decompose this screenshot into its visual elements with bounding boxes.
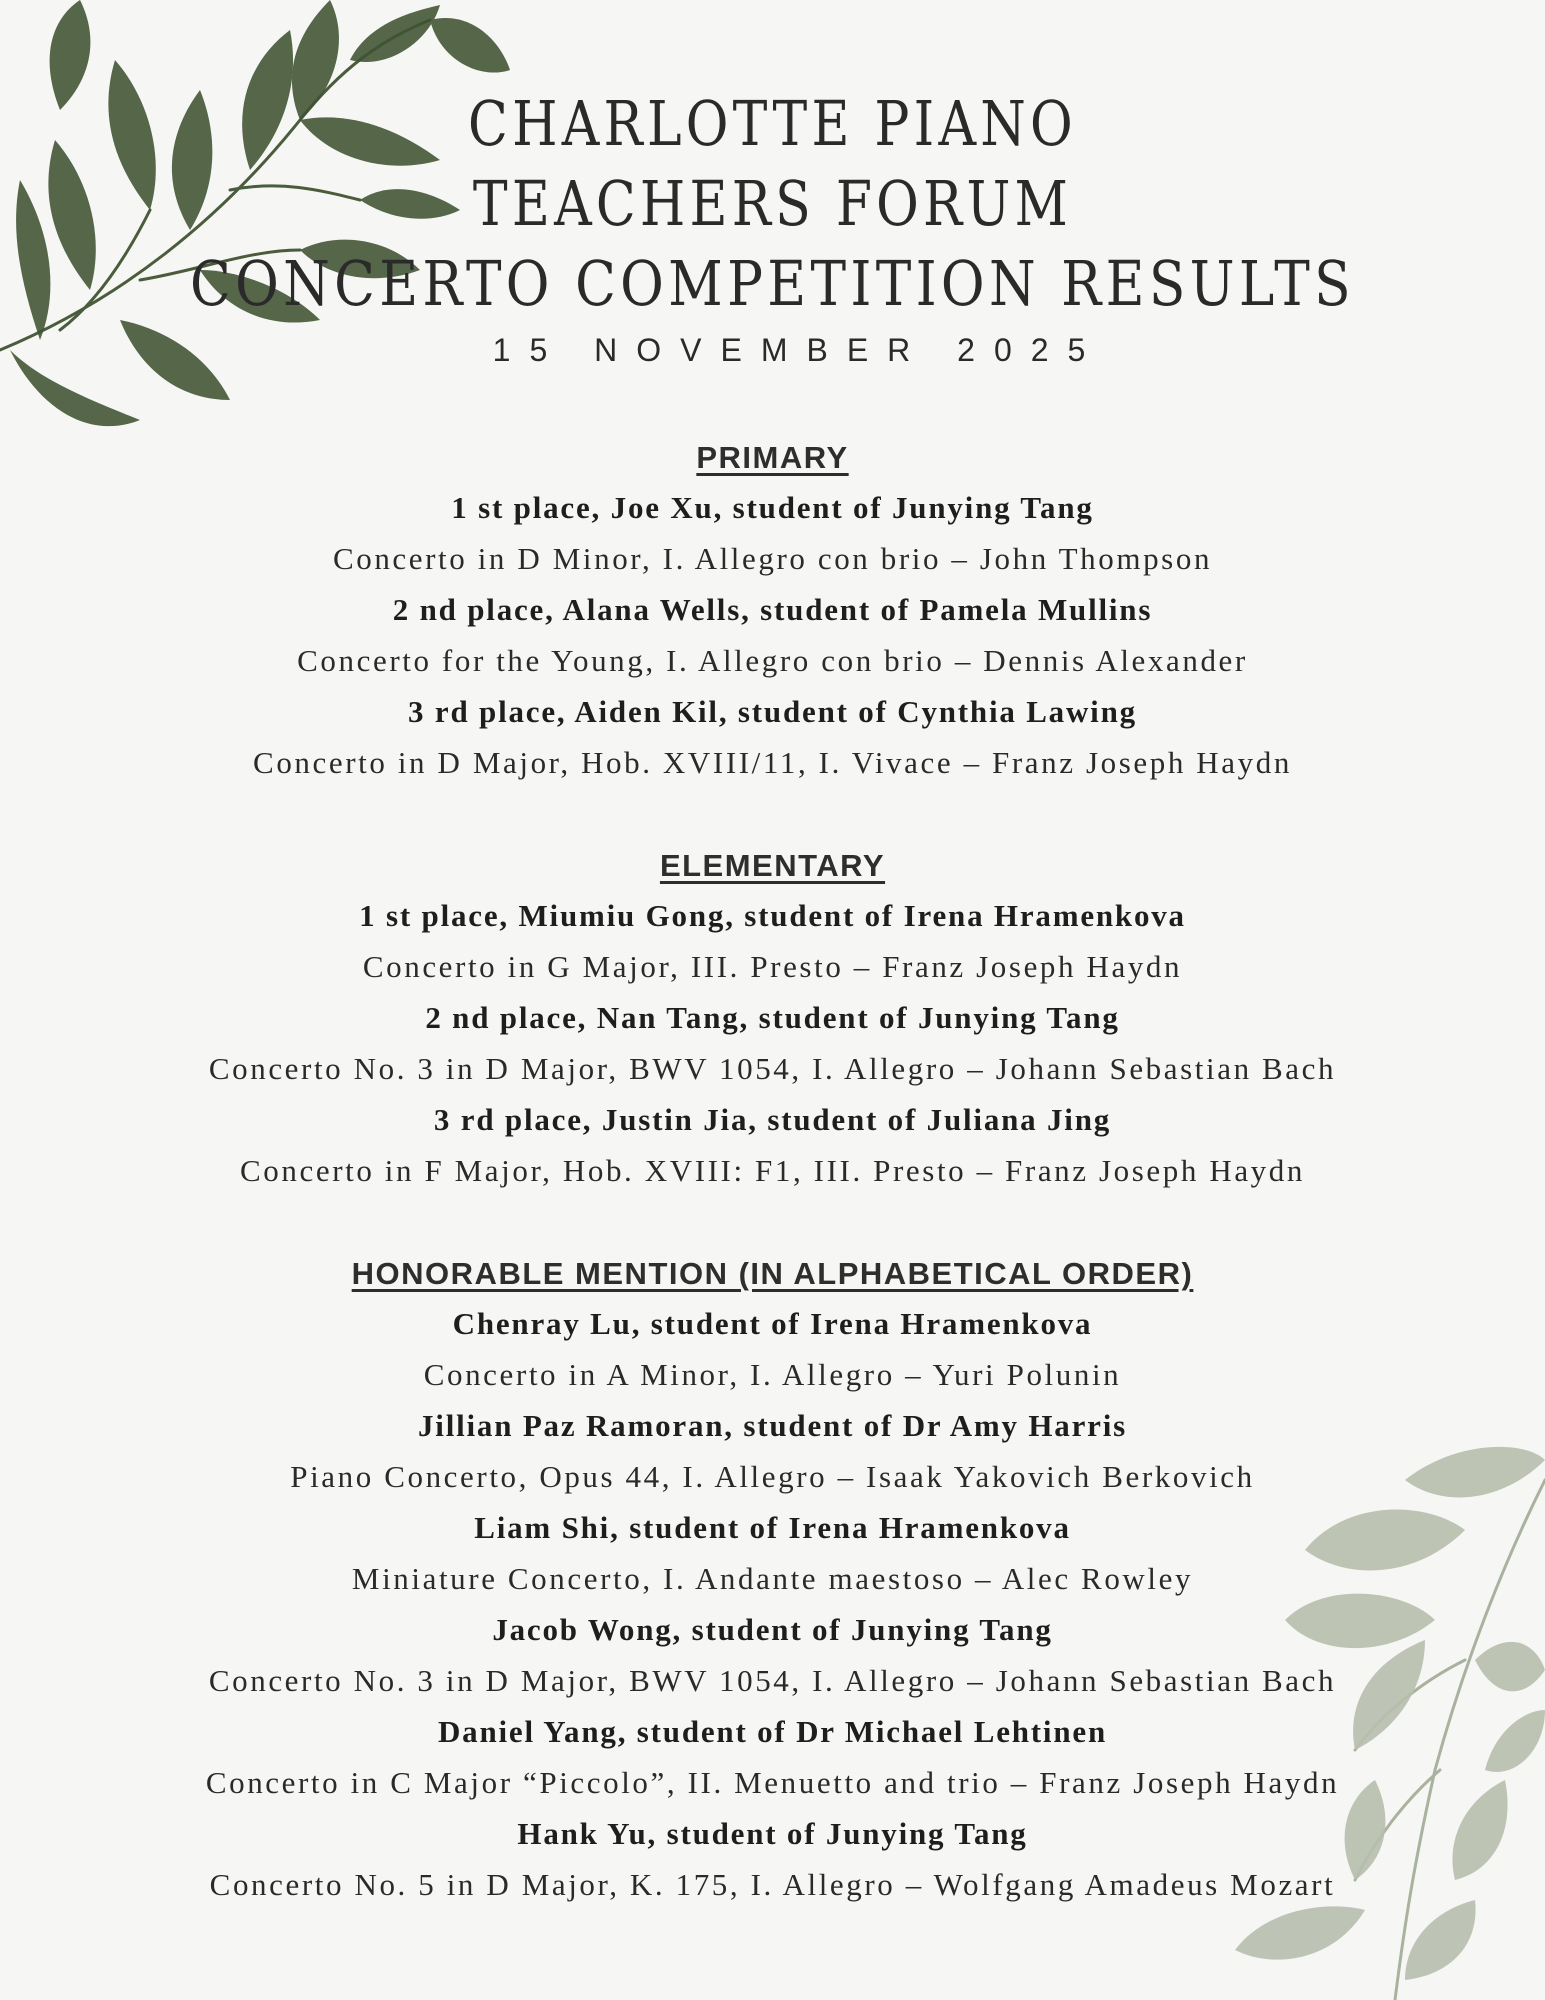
- title-line-1: CHARLOTTE PIANO: [468, 87, 1077, 160]
- winner-line: Chenray Lu, student of Irena Hramenkova: [452, 1306, 1093, 1341]
- winner-line: 2 nd place, Nan Tang, student of Junying Tang: [425, 1000, 1120, 1035]
- piece-line: Concerto No. 5 in D Major, K. 175, I. Allegro – Wolfgang Amadeus Mozart: [209, 1867, 1336, 1902]
- winner-line: Liam Shi, student of Irena Hramenkova: [474, 1510, 1071, 1545]
- piece-line: Concerto in A Minor, I. Allegro – Yuri Polunin: [423, 1357, 1122, 1392]
- piece-line: Concerto No. 3 in D Major, BWV 1054, I. Allegro – Johann Sebastian Bach: [208, 1051, 1337, 1086]
- section-heading-honorable-mention: HONORABLE MENTION (IN ALPHABETICAL ORDER): [351, 1256, 1194, 1291]
- winner-line: Hank Yu, student of Junying Tang: [517, 1816, 1028, 1851]
- title-line-2: TEACHERS FORUM: [472, 167, 1073, 240]
- piece-line: Concerto in G Major, III. Presto – Franz Joseph Haydn: [362, 949, 1183, 984]
- piece-line: Concerto for the Young, I. Allegro con brio – Dennis Alexander: [297, 643, 1248, 678]
- title-line-3: CONCERTO COMPETITION RESULTS: [190, 247, 1355, 320]
- event-date: 15 NOVEMBER 2025: [492, 332, 1105, 368]
- section-heading-primary: PRIMARY: [696, 440, 849, 475]
- winner-line: 1 st place, Joe Xu, student of Junying Tang: [451, 490, 1094, 525]
- winner-line: Daniel Yang, student of Dr Michael Lehtinen: [437, 1714, 1107, 1749]
- piece-line: Concerto in C Major “Piccolo”, II. Menuetto and trio – Franz Joseph Haydn: [205, 1765, 1340, 1800]
- piece-line: Concerto in D Minor, I. Allegro con brio – John Thompson: [332, 541, 1213, 576]
- section-elementary: [0, 846, 1545, 1196]
- winner-line: 1 st place, Miumiu Gong, student of Irena Hramenkova: [359, 898, 1186, 933]
- piece-line: Concerto No. 3 in D Major, BWV 1054, I. Allegro – Johann Sebastian Bach: [208, 1663, 1337, 1698]
- winner-line: Jacob Wong, student of Junying Tang: [492, 1612, 1053, 1647]
- winner-line: 3 rd place, Aiden Kil, student of Cynthia Lawing: [408, 694, 1137, 729]
- section-honorable-mention: [0, 1254, 1545, 1910]
- winner-line: 3 rd place, Justin Jia, student of Juliana Jing: [433, 1102, 1112, 1137]
- piece-line: Miniature Concerto, I. Andante maestoso – Alec Rowley: [351, 1561, 1194, 1596]
- winner-line: Jillian Paz Ramoran, student of Dr Amy Harris: [417, 1408, 1127, 1443]
- section-heading-elementary: ELEMENTARY: [659, 848, 886, 883]
- page-title: [0, 84, 1545, 324]
- winner-line: 2 nd place, Alana Wells, student of Pamela Mullins: [392, 592, 1153, 627]
- piece-line: Piano Concerto, Opus 44, I. Allegro – Isaak Yakovich Berkovich: [290, 1459, 1255, 1494]
- piece-line: Concerto in D Major, Hob. XVIII/11, I. Vivace – Franz Joseph Haydn: [253, 745, 1292, 780]
- piece-line: Concerto in F Major, Hob. XVIII: F1, III. Presto – Franz Joseph Haydn: [240, 1153, 1305, 1188]
- section-primary: [0, 438, 1545, 788]
